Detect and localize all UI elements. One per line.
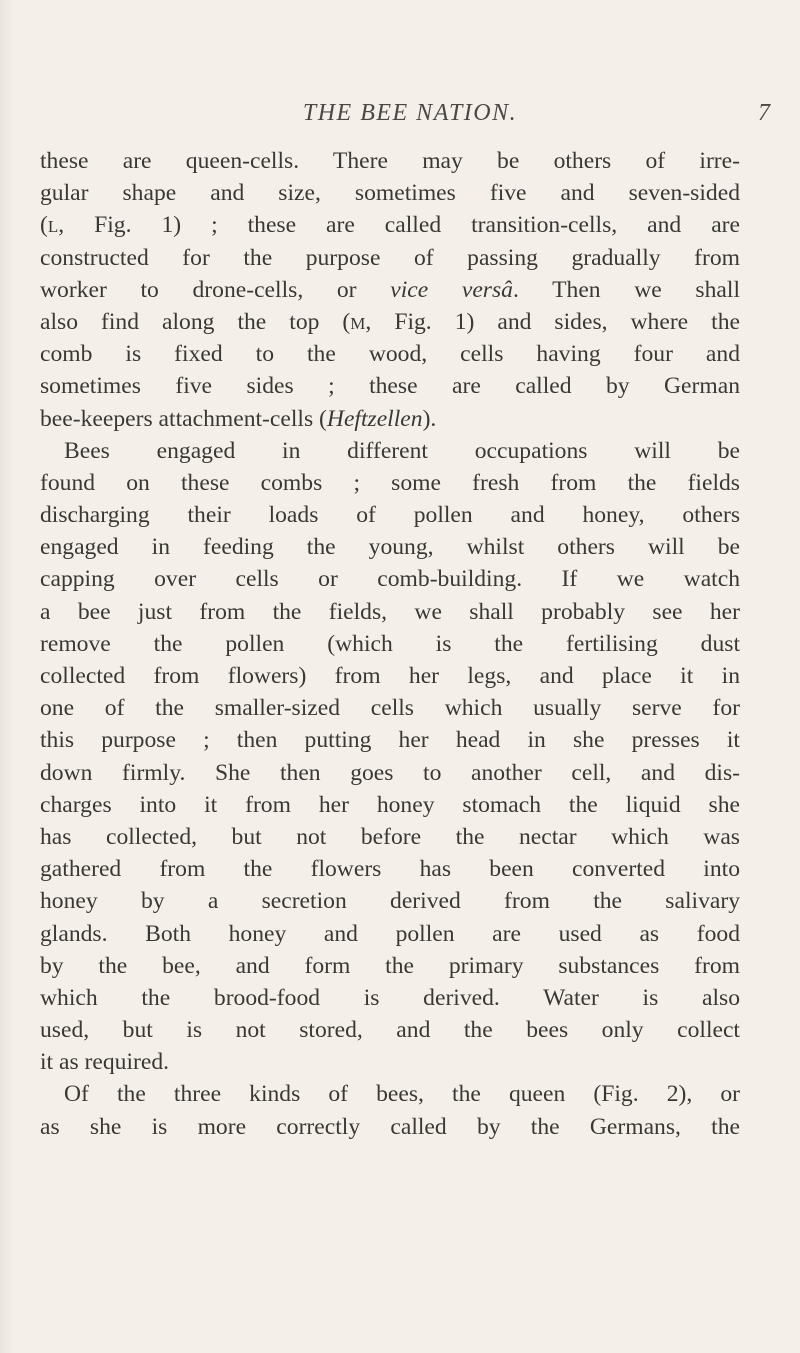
- text-line: Bees engaged in different occupations will be: [64, 437, 740, 464]
- text-line: found on these combs ; some fresh from the fields: [40, 469, 740, 496]
- text-line: discharging their loads of pollen and honey, others: [40, 502, 740, 529]
- text-line: capping over cells or comb-building. If we watch: [40, 566, 740, 593]
- text-line: as she is more correctly called by the Germans, the: [40, 1113, 740, 1140]
- body-text: [40, 145, 740, 1143]
- page-header: [40, 100, 780, 134]
- text-line: gathered from the flowers has been converted into: [40, 856, 740, 883]
- text-line: comb is fixed to the wood, cells having four and: [40, 341, 740, 368]
- text-line: engaged in feeding the young, whilst others will be: [40, 534, 740, 561]
- italic-phrase: vice versâ: [390, 276, 513, 303]
- text-line: constructed for the purpose of passing gradually from: [40, 244, 740, 271]
- text-line: bee-keepers attachment-cells (Heftzellen).: [40, 405, 437, 432]
- text-line: has collected, but not before the nectar which was: [40, 823, 740, 850]
- text-line: (l, Fig. 1) ; these are called transition-cells, and are: [40, 212, 740, 239]
- text-line: remove the pollen (which is the fertilising dust: [40, 630, 740, 657]
- text-line: one of the smaller-sized cells which usually serve for: [40, 695, 740, 722]
- italic-phrase: Heftzellen: [326, 405, 423, 432]
- running-title: THE BEE NATION.: [302, 100, 518, 126]
- page-number: 7: [758, 100, 770, 126]
- text-line: a bee just from the fields, we shall probably see her: [40, 598, 740, 625]
- text-line: also find along the top (m, Fig. 1) and sides, where the: [40, 308, 740, 335]
- text-line: gular shape and size, sometimes five and seven-sided: [40, 180, 740, 207]
- text-line: down firmly. She then goes to another cell, and dis-: [40, 759, 740, 786]
- text-line: it as required.: [40, 1049, 170, 1076]
- text-line: charges into it from her honey stomach the liquid she: [40, 791, 740, 818]
- text-line: this purpose ; then putting her head in she presses it: [40, 727, 740, 754]
- text-line: honey by a secretion derived from the salivary: [40, 888, 740, 915]
- page-edge-shadow: [0, 0, 14, 1353]
- figure-letter: l: [47, 212, 59, 239]
- text-line: Of the three kinds of bees, the queen (Fig. 2), or: [64, 1081, 740, 1108]
- text-line: collected from flowers) from her legs, and place it in: [40, 663, 740, 689]
- text-line: used, but is not stored, and the bees only collect: [40, 1017, 740, 1044]
- figure-letter: m: [350, 308, 366, 335]
- text-line: sometimes five sides ; these are called by German: [40, 373, 740, 400]
- text-line: these are queen-cells. There may be others of irre-: [40, 148, 740, 174]
- text-line: by the bee, and form the primary substances from: [40, 952, 740, 979]
- text-line: which the brood-food is derived. Water is also: [40, 984, 740, 1011]
- text-line: glands. Both honey and pollen are used as food: [40, 920, 740, 947]
- text-line: worker to drone-cells, or vice versâ. Then we shall: [40, 276, 740, 303]
